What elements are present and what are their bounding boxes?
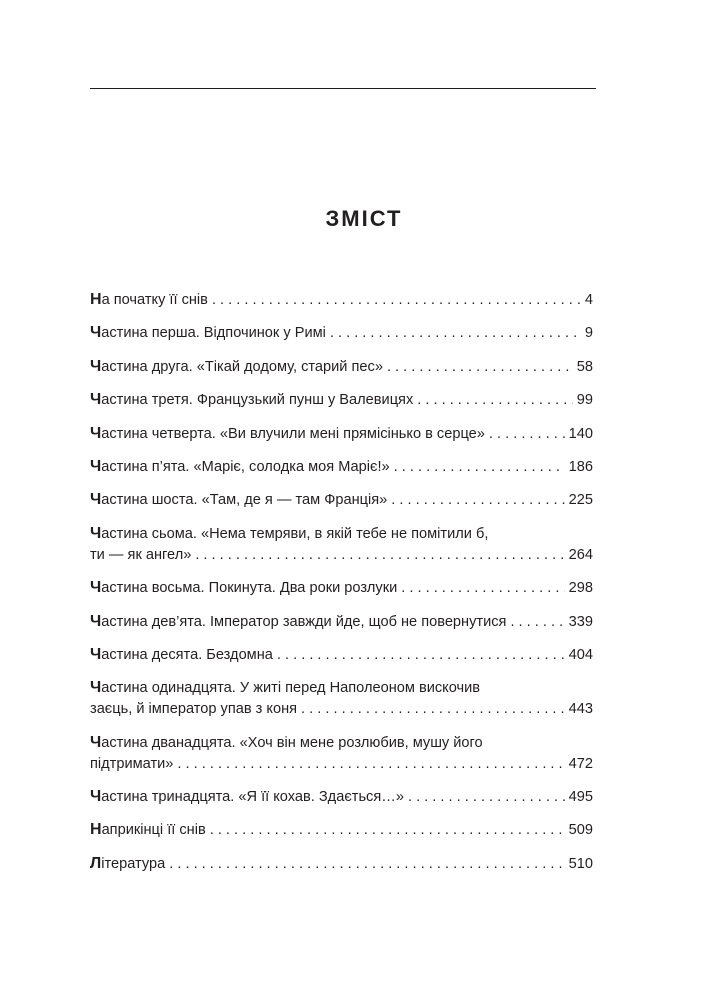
entry-title: астина перша. Відпочинок у Римі — [101, 325, 326, 342]
dot-leader — [510, 612, 564, 633]
toc-entry[interactable] — [90, 489, 593, 511]
page-number: 99 — [576, 392, 593, 409]
entry-title: астина четверта. «Ви влучили мені прямісінько в серце» — [101, 425, 485, 442]
entry-title: астина третя. Французький пунш у Валевицях — [101, 392, 414, 409]
table-of-contents — [90, 289, 593, 886]
dot-leader — [394, 457, 565, 478]
page-number: 264 — [568, 546, 593, 563]
toc-entry[interactable] — [90, 732, 593, 775]
toc-entry[interactable] — [90, 322, 593, 344]
page-number: 225 — [568, 492, 593, 509]
entry-title: астина восьма. Покинута. Два роки розлуки — [101, 580, 398, 597]
entry-title: астина п’ята. «Маріє, солодка моя Маріє!» — [101, 458, 390, 475]
drop-initial: Ч — [90, 679, 102, 697]
page-number: 509 — [568, 822, 593, 839]
drop-initial: Ч — [90, 391, 102, 409]
entry-title: астина одинадцята. У житі перед Наполеоном вискочив — [101, 680, 481, 697]
top-rule — [90, 88, 596, 89]
toc-entry[interactable] — [90, 577, 593, 599]
drop-initial: Ч — [90, 524, 102, 542]
toc-entry[interactable] — [90, 456, 593, 478]
entry-title: априкінці її снів — [101, 822, 206, 839]
entry-title: а початку її снів — [101, 292, 208, 308]
toc-entry[interactable] — [90, 786, 593, 808]
drop-initial: Ч — [90, 491, 102, 509]
dot-leader — [301, 699, 565, 720]
drop-initial: Ч — [90, 733, 102, 751]
toc-entry[interactable] — [90, 389, 593, 411]
page-number: 404 — [568, 646, 593, 663]
dot-leader — [212, 290, 581, 311]
dot-leader — [195, 545, 564, 566]
entry-title: ітература — [101, 855, 166, 872]
entry-title: астина дванадцята. «Хоч він мене розлюбив, мушу його — [101, 734, 483, 751]
drop-initial: Н — [90, 291, 102, 308]
toc-entry[interactable] — [90, 289, 593, 311]
drop-initial: Ч — [90, 424, 102, 442]
page-number: 58 — [576, 358, 593, 375]
drop-initial: Ч — [90, 788, 102, 806]
page-number: 495 — [568, 789, 593, 806]
dot-leader — [391, 490, 564, 511]
dot-leader — [417, 390, 573, 411]
entry-title: астина дев’ята. Імператор завжди йде, щоб не повернутися — [101, 613, 507, 630]
dot-leader — [408, 787, 565, 808]
drop-initial: Ч — [90, 457, 102, 475]
drop-initial: Н — [90, 821, 102, 839]
drop-initial: Ч — [90, 645, 102, 663]
toc-entry[interactable] — [90, 853, 593, 875]
drop-initial: Ч — [90, 324, 102, 342]
page-number: 140 — [568, 425, 593, 442]
page-number: 443 — [568, 701, 593, 718]
toc-entry[interactable] — [90, 677, 593, 720]
page-number: 510 — [568, 855, 593, 872]
dot-leader — [169, 854, 564, 875]
drop-initial: Л — [90, 854, 102, 872]
page-number: 472 — [568, 755, 593, 772]
entry-title: астина шоста. «Там, де я — там Франція» — [101, 492, 388, 509]
entry-title: астина друга. «Тікай додому, старий пес» — [101, 358, 383, 375]
toc-entry[interactable] — [90, 644, 593, 666]
drop-initial: Ч — [90, 612, 102, 630]
page-number: 298 — [568, 580, 593, 597]
toc-entry[interactable] — [90, 611, 593, 633]
toc-entry[interactable] — [90, 819, 593, 841]
page-title: ЗМІСТ — [325, 206, 403, 231]
dot-leader — [277, 645, 565, 666]
page-number: 339 — [568, 613, 593, 630]
dot-leader — [387, 357, 573, 378]
entry-title-continued: заєць, й імператор упав з коня — [90, 701, 298, 718]
page-number: 4 — [584, 292, 593, 308]
toc-entry[interactable] — [90, 523, 593, 566]
dot-leader — [401, 578, 564, 599]
drop-initial: Ч — [90, 357, 102, 375]
dot-leader — [210, 820, 565, 841]
entry-title-continued: ти — як ангел» — [90, 546, 192, 563]
page-number: 9 — [584, 325, 593, 342]
entry-title-continued: підтримати» — [90, 755, 174, 772]
drop-initial: Ч — [90, 579, 102, 597]
dot-leader — [177, 754, 564, 775]
entry-title: астина сьома. «Нема темряви, в якій тебе не помітили б, — [101, 525, 489, 542]
dot-leader — [330, 323, 581, 344]
entry-title: астина тринадцята. «Я її кохав. Здається…» — [101, 789, 404, 806]
toc-entry[interactable] — [90, 423, 593, 445]
toc-entry[interactable] — [90, 356, 593, 378]
page-number: 186 — [568, 458, 593, 475]
dot-leader — [489, 424, 565, 445]
entry-title: астина десята. Бездомна — [101, 646, 273, 663]
